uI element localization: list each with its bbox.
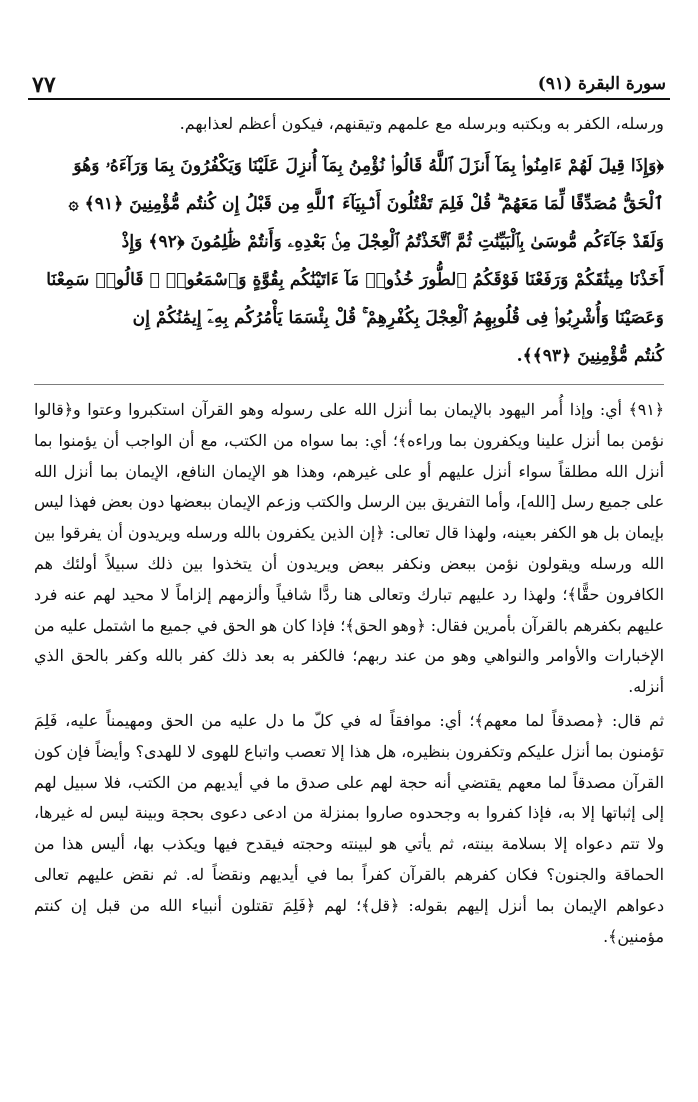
tafsir-text <box>34 395 664 952</box>
surah-title: سورة البقرة (٩١) <box>537 74 666 94</box>
quran-verse-line: أَخَذْنَا مِيثَٰقَكُمْ وَرَفَعْنَا فَوْقَكُمُ ٱلطُّورَ خُذُوا۟ مَآ ءَاتَيْنَٰكُم بِقُوَّةٍ وَٱسْمَعُوا۟ ۖ قَالُوا۟ سَمِعْنَا <box>46 270 664 290</box>
quran-verse-line: ٱلْحَقُّ مُصَدِّقًا لِّمَا مَعَهُمْ ۗ قُلْ فَلِمَ تَقْتُلُونَ أَنۢبِيَآءَ ٱللَّهِ مِن قَبْلُ إِن كُنتُم مُّؤْمِنِينَ ﴿٩١﴾ ۞ <box>68 194 664 214</box>
quran-verse-line: ﴿وَإِذَا قِيلَ لَهُمْ ءَامِنُوا۟ بِمَآ أَنزَلَ ٱللَّهُ قَالُوا۟ نُؤْمِنُ بِمَآ أُنزِلَ عَلَيْنَا وَيَكْفُرُونَ بِمَا وَرَآءَهُۥ وَهُوَ <box>73 156 664 176</box>
tafsir-paragraph: ﴿٩١﴾ أي: وإذا أُمر اليهود بالإيمان بما أنزل الله على رسوله وهو القرآن استكبروا وعتوا و﴿قالوا نؤمن بما أنزل علينا ويكفرون بما وراءه﴾؛ أي: بما سواه من الكتب، مع أن الواجب أن يؤمنوا بما أنزل الله مطلقاً سواء أنزل عليهم أو على غيرهم، وهذا هو الإيمان النافع، الإيمان بما أنزل الله على جميع رسل [الله]، وأما التفريق بين الرسل والكتب وزعم الإيمان ببعضها دون بعض فهذا ليس بإيمان بل هو الكفر بعينه، ولهذا قال تعالى: ﴿إن الذين يكفرون بالله ورسله ويريدون أن يفرقوا بين الله ورسله ويقولون نؤمن ببعض ونكفر ببعض ويريدون أن يتخذوا بين ذلك سبيلاً أولئك هم الكافرون حقًّا﴾؛ ولهذا رد عليهم تبارك وتعالى هنا ردًّا شافياً وألزمهم إلزاماً لا محيد لهم عنه فرد عليهم بكفرهم بالقرآن بأمرين فقال: ﴿وهو الحق﴾؛ فإذا كان هو الحق في جميع ما اشتمل عليه من الإخبارات والأوامر والنواهي وهو من عند ربهم؛ فالكفر به بعد ذلك كفر بالله وكفر بالحق الذي أنزله. <box>34 400 664 697</box>
page-header <box>28 70 670 100</box>
page-number: ٧٧ <box>32 72 56 98</box>
quran-verse-line: وَعَصَيْنَا وَأُشْرِبُوا۟ فِى قُلُوبِهِمُ ٱلْعِجْلَ بِكُفْرِهِمْ ۚ قُلْ بِئْسَمَا يَأْمُرُكُم بِهِۦٓ إِيمَٰنُكُمْ إِن <box>132 308 664 328</box>
tafsir-paragraph: ثم قال: ﴿مصدقاً لما معهم﴾؛ أي: موافقاً له في كلّ ما دل عليه من الحق ومهيمناً عليه، فَلِمَ تؤمنون بما أنزل عليكم وتكفرون بنظيره، هل هذا إلا تعصب واتباع للهوى لا للهدى؟ وأيضاً فإن كون القرآن مصدقاً لما معهم يقتضي أنه حجة لهم على صدق ما في أيديهم من الكتب، فلا سبيل لهم إلى إثباتها إلا به، فإذا كفروا به وجحدوه صاروا بمنزلة من ادعى دعوى بحجة وبينة ليس له غيرها، ولا تتم دعواه إلا بسلامة بينته، ثم يأتي هو لبينته وحجته فيقدح فيها ويكذب بها، أليس هذا من الحماقة والجنون؟ فكان كفرهم بالقرآن كفراً بما في أيديهم ونقضاً له. ثم نقض عليهم تعالى دعواهم الإيمان بما أنزل إليهم بقوله: ﴿قل﴾؛ لهم ﴿فَلِمَ تقتلون أنبياء الله من قبل إن كنتم مؤمنين﴾. <box>34 710 665 946</box>
quran-verse-line: وَلَقَدْ جَآءَكُم مُّوسَىٰ بِٱلْبَيِّنَٰتِ ثُمَّ ٱتَّخَذْتُمُ ٱلْعِجْلَ مِنۢ بَعْدِهِۦ وَأَنتُمْ ظَٰلِمُونَ ﴿٩٢﴾ وَإِذْ <box>121 232 664 252</box>
quran-verse-line: كُنتُم مُّؤْمِنِينَ ﴿٩٣﴾﴾. <box>516 346 664 366</box>
quran-verses <box>34 147 664 375</box>
intro-line: ورسله، الكفر به وبكتبه وبرسله مع علمهم وتيقنهم، فيكون أعظم لعذابهم. <box>179 114 664 133</box>
section-divider <box>34 384 664 385</box>
page-content <box>34 108 664 952</box>
